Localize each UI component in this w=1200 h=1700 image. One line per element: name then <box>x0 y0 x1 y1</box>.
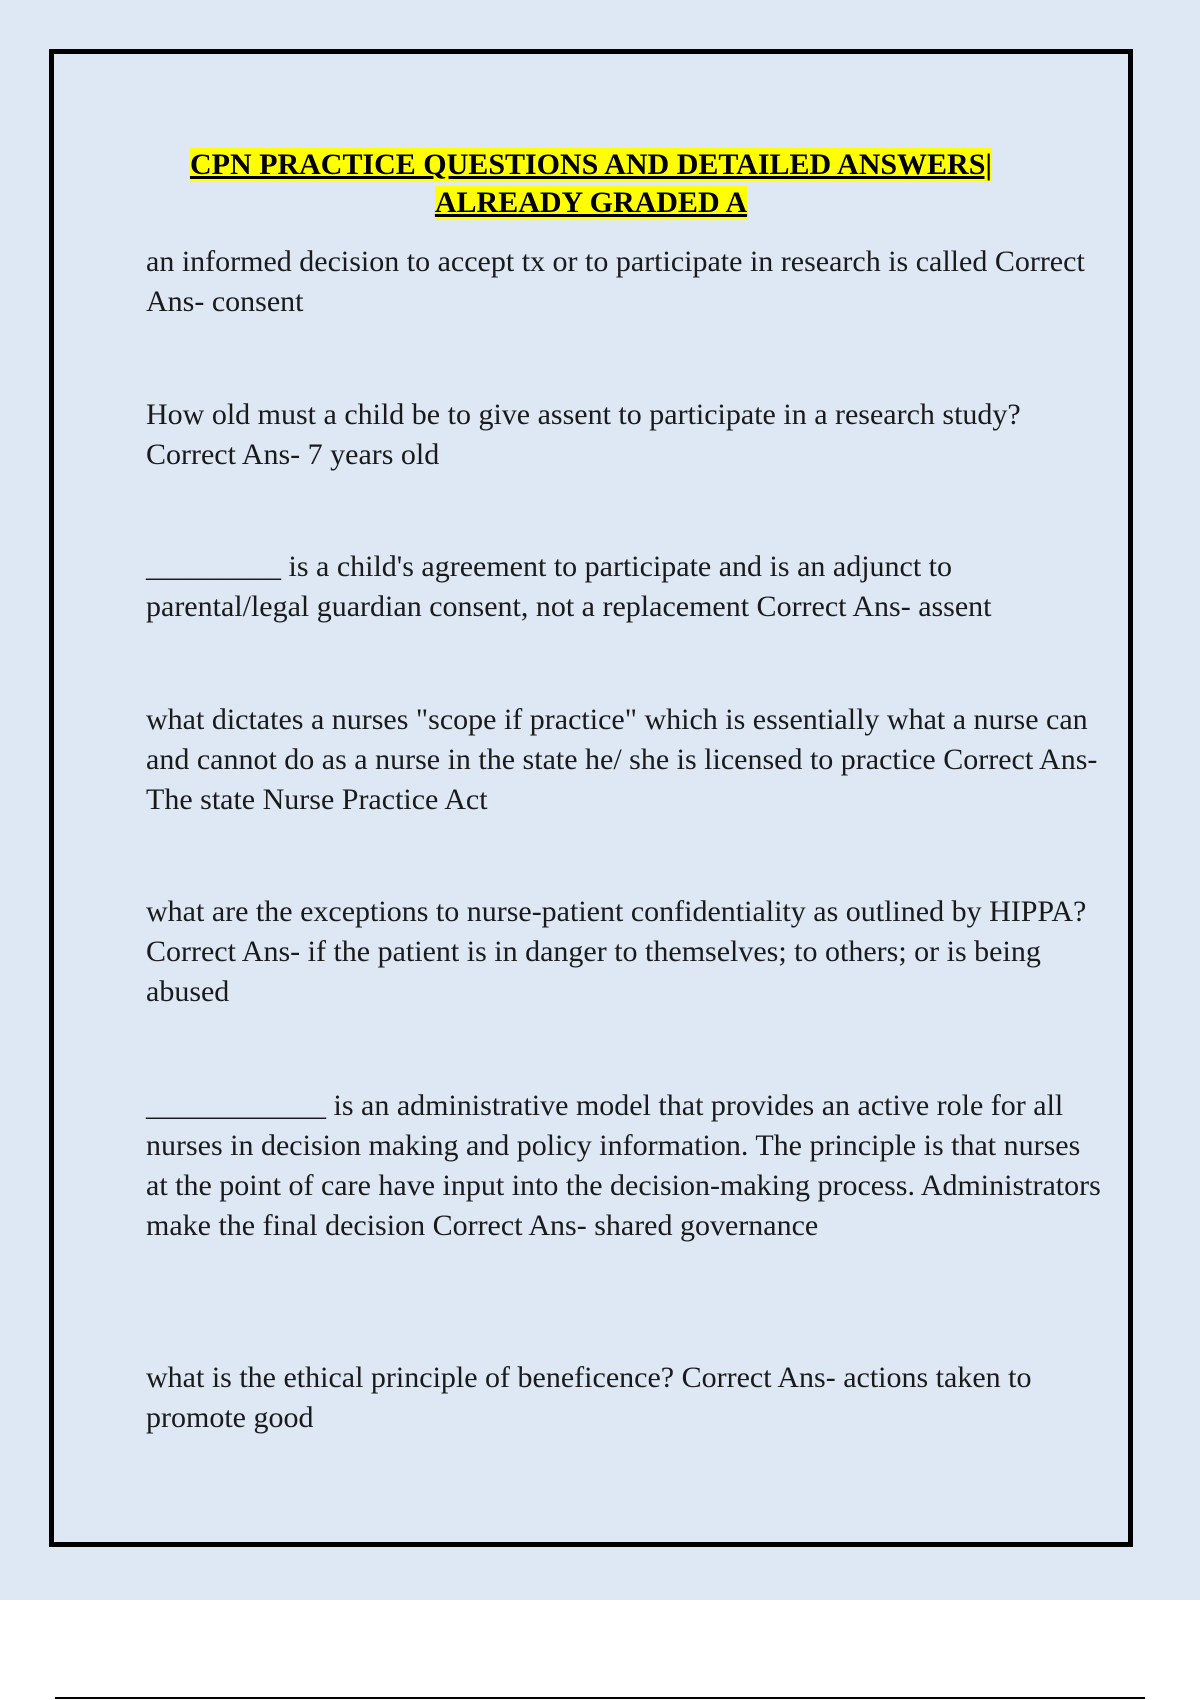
title-line-1: CPN PRACTICE QUESTIONS AND DETAILED ANSWERS| <box>189 148 993 181</box>
qa-entry-5: what are the exceptions to nurse-patient confidentiality as outlined by HIPPA? Correct Ans- if the patient is in danger to themselves; to others; or is being abused <box>146 895 1087 1008</box>
qa-entry-3: _________ is a child's agreement to participate and is an adjunct to parental/legal guardian consent, not a replacement Correct Ans- assent <box>146 550 992 623</box>
qa-entry-7: what is the ethical principle of beneficence? Correct Ans- actions taken to promote good <box>146 1361 1032 1434</box>
footer-divider <box>55 1697 1145 1699</box>
document-title <box>54 146 1128 222</box>
qa-entry-1: an informed decision to accept tx or to participate in research is called Correct Ans- consent <box>146 245 1085 318</box>
qa-entry-4: what dictates a nurses "scope if practice" which is essentially what a nurse can and cannot do as a nurse in the state he/ she is licensed to practice Correct Ans- The state Nurse Practice Act <box>146 703 1098 816</box>
page-border-frame <box>49 49 1133 1547</box>
title-line-2: ALREADY GRADED A <box>434 186 748 219</box>
qa-entry-6: ____________ is an administrative model that provides an active role for all nurses in decision making and policy information. The principle is that nurses at the point of care have input into the decision-making process. Administrators make the final decision Correct Ans- shared governance <box>146 1089 1101 1242</box>
qa-entry-2: How old must a child be to give assent to participate in a research study? Correct Ans- 7 years old <box>146 398 1021 471</box>
